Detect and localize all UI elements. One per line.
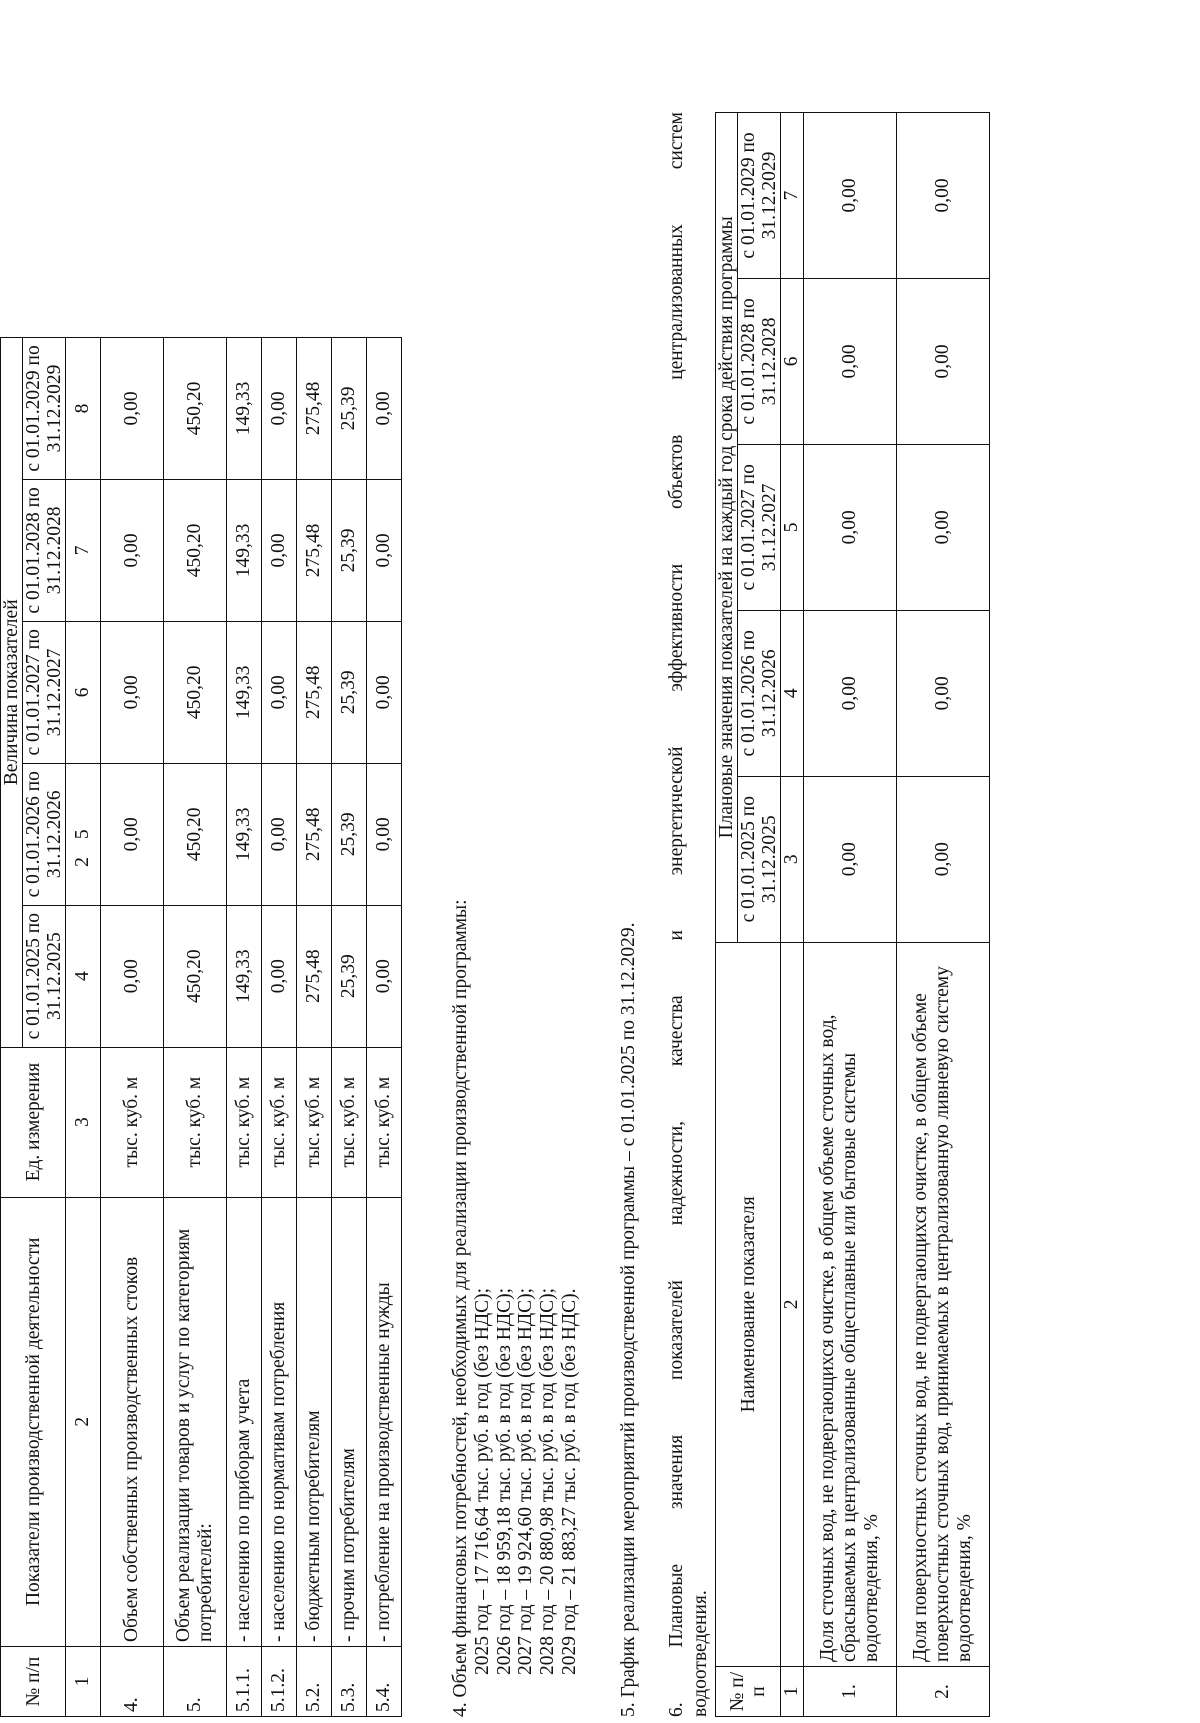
- row-name: Доля сточных вод, не подвергающихся очистке, в общем объеме сточных вод, сбрасываемых в централизованные общесплавные или бытовые системы водоотведения, %: [804, 942, 897, 1666]
- column-number: 7: [66, 479, 101, 621]
- column-number: 4: [781, 610, 804, 776]
- row-value: 0,00: [367, 479, 402, 621]
- row-value: 25,39: [332, 905, 367, 1047]
- table-row: [227, 338, 262, 1717]
- header-period: с 01.01.2026 по 31.12.2026: [738, 610, 781, 776]
- table-row: [804, 113, 897, 1717]
- row-value: 25,39: [332, 479, 367, 621]
- column-number: 5: [781, 444, 804, 610]
- row-value: 149,33: [227, 763, 262, 905]
- table-row: [367, 338, 402, 1717]
- row-value: 25,39: [332, 621, 367, 763]
- row-value: 0,00: [101, 763, 164, 905]
- financial-needs-line: 2025 год – 17 716,64 тыс. руб. в год (без НДС);: [471, 1287, 493, 1675]
- column-number: 6: [781, 278, 804, 444]
- row-name: Объем реализации товаров и услуг по категориям потребителей:: [164, 1197, 227, 1647]
- page-number: 2: [71, 857, 93, 867]
- row-num: 5.4.: [367, 1647, 402, 1717]
- row-unit: тыс. куб. м: [164, 1047, 227, 1197]
- row-num: 5.3.: [332, 1647, 367, 1717]
- row-num: 1.: [804, 1667, 897, 1717]
- header-name: Наименование показателя: [716, 942, 781, 1666]
- row-value: 0,00: [262, 763, 297, 905]
- row-num: 5.1.2.: [262, 1647, 297, 1717]
- row-value: 450,20: [164, 621, 227, 763]
- column-number: 4: [66, 905, 101, 1047]
- row-num: 5.2.: [297, 1647, 332, 1717]
- financial-needs-line: 2028 год – 20 880,98 тыс. руб. в год (без НДС);: [537, 1287, 559, 1675]
- row-value: 450,20: [164, 338, 227, 480]
- row-value: 0,00: [101, 621, 164, 763]
- production-indicators-table: [0, 337, 402, 1717]
- row-unit: тыс. куб. м: [297, 1047, 332, 1197]
- reliability-indicators-table: [715, 112, 990, 1717]
- header-period: с 01.01.2027 по 31.12.2027: [738, 444, 781, 610]
- table-row: [164, 338, 227, 1717]
- row-value: 0,00: [101, 479, 164, 621]
- header-indicator: Показатели производственной деятельности: [1, 1197, 66, 1647]
- header-unit: Ед. измерения: [1, 1047, 66, 1197]
- row-name: Объем собственных производственных стоков: [101, 1197, 164, 1647]
- reliability-section-title-end: водоотведения.: [690, 1590, 711, 1717]
- document-body: [0, 112, 1015, 1717]
- row-num: 5.1.1.: [227, 1647, 262, 1717]
- row-value: 0,00: [804, 776, 897, 942]
- row-value: 0,00: [804, 610, 897, 776]
- financial-needs-line: 2026 год – 18 959,18 тыс. руб. в год (без НДС);: [493, 1287, 515, 1675]
- row-value: 0,00: [367, 621, 402, 763]
- table-row: [297, 338, 332, 1717]
- schedule-section: 5. График реализации мероприятий производственной программы – с 01.01.2025 по 31.12.2029.: [618, 922, 639, 1717]
- column-number: 5: [66, 763, 101, 905]
- column-number: 2: [781, 942, 804, 1666]
- table-row: [332, 338, 367, 1717]
- reliability-section-title: 6. Плановые значения показателей надежности, качества и энергетической эффективности объектов централизованных систем: [666, 112, 687, 1717]
- row-value: 25,39: [332, 338, 367, 480]
- row-num: 4.: [101, 1647, 164, 1717]
- row-unit: тыс. куб. м: [367, 1047, 402, 1197]
- header-values-group: Величина показателей: [1, 338, 23, 1048]
- column-number: 7: [781, 113, 804, 279]
- financial-needs-line: 2029 год – 21 883,27 тыс. руб. в год (без НДС).: [559, 1288, 581, 1675]
- row-name: - населению по нормативам потребления: [262, 1197, 297, 1647]
- table-row: [897, 113, 990, 1717]
- row-value: 450,20: [164, 479, 227, 621]
- header-num: № п/п: [716, 1667, 781, 1717]
- row-value: 275,48: [297, 905, 332, 1047]
- column-number: 3: [781, 776, 804, 942]
- row-value: 0,00: [367, 763, 402, 905]
- header-period: с 01.01.2025 по 31.12.2025: [738, 776, 781, 942]
- header-period: с 01.01.2029 по 31.12.2029: [738, 113, 781, 279]
- header-period: с 01.01.2025 по 31.12.2025: [23, 905, 66, 1047]
- row-num: 2.: [897, 1667, 990, 1717]
- row-value: 0,00: [897, 113, 990, 279]
- row-value: 25,39: [332, 763, 367, 905]
- column-number: 1: [781, 1667, 804, 1717]
- financial-needs-section: [450, 112, 581, 1717]
- row-name: - населению по приборам учета: [227, 1197, 262, 1647]
- row-unit: тыс. куб. м: [101, 1047, 164, 1197]
- header-num: № п/п: [1, 1647, 66, 1717]
- row-value: 0,00: [897, 278, 990, 444]
- row-value: 0,00: [804, 113, 897, 279]
- row-value: 0,00: [804, 444, 897, 610]
- header-period: с 01.01.2028 по 31.12.2028: [738, 278, 781, 444]
- row-num: 5.: [164, 1647, 227, 1717]
- row-name: Доля поверхностных сточных вод, не подвергающихся очистке, в общем объеме поверхностных сточных вод, принимаемых в централизованную ливневую систему водоотведения, %: [897, 942, 990, 1666]
- row-name: - прочим потребителям: [332, 1197, 367, 1647]
- row-value: 149,33: [227, 621, 262, 763]
- table-row: [101, 338, 164, 1717]
- column-number: 8: [66, 338, 101, 480]
- row-value: 275,48: [297, 621, 332, 763]
- row-value: 149,33: [227, 905, 262, 1047]
- row-value: 0,00: [262, 621, 297, 763]
- row-value: 450,20: [164, 763, 227, 905]
- row-value: 149,33: [227, 479, 262, 621]
- row-value: 275,48: [297, 763, 332, 905]
- row-value: 0,00: [262, 905, 297, 1047]
- row-value: 0,00: [262, 479, 297, 621]
- row-unit: тыс. куб. м: [262, 1047, 297, 1197]
- row-name: - потребление на производственные нужды: [367, 1197, 402, 1647]
- header-period: с 01.01.2026 по 31.12.2026: [23, 763, 66, 905]
- table-row: [262, 338, 297, 1717]
- row-value: 0,00: [367, 905, 402, 1047]
- header-period: с 01.01.2028 по 31.12.2028: [23, 479, 66, 621]
- row-value: 275,48: [297, 338, 332, 480]
- financial-needs-title: 4. Объем финансовых потребностей, необходимых для реализации производственной программы:: [450, 899, 471, 1717]
- row-value: 275,48: [297, 479, 332, 621]
- row-value: 0,00: [262, 338, 297, 480]
- row-value: 0,00: [897, 444, 990, 610]
- row-value: 0,00: [804, 278, 897, 444]
- column-number: 2: [66, 1197, 101, 1647]
- row-value: 0,00: [101, 905, 164, 1047]
- header-period: с 01.01.2027 по 31.12.2027: [23, 621, 66, 763]
- column-number: 3: [66, 1047, 101, 1197]
- financial-needs-line: 2027 год – 19 924,60 тыс. руб. в год (без НДС);: [515, 1287, 537, 1675]
- row-unit: тыс. куб. м: [227, 1047, 262, 1197]
- row-value: 0,00: [897, 610, 990, 776]
- row-value: 0,00: [897, 776, 990, 942]
- row-name: - бюджетным потребителям: [297, 1197, 332, 1647]
- row-value: 0,00: [101, 338, 164, 480]
- row-value: 0,00: [367, 338, 402, 480]
- column-number: 1: [66, 1647, 101, 1717]
- row-value: 149,33: [227, 338, 262, 480]
- row-unit: тыс. куб. м: [332, 1047, 367, 1197]
- row-value: 450,20: [164, 905, 227, 1047]
- column-number: 6: [66, 621, 101, 763]
- header-plan-group: Плановые значения показателей на каждый год срока действия программы: [716, 113, 738, 943]
- header-period: с 01.01.2029 по 31.12.2029: [23, 338, 66, 480]
